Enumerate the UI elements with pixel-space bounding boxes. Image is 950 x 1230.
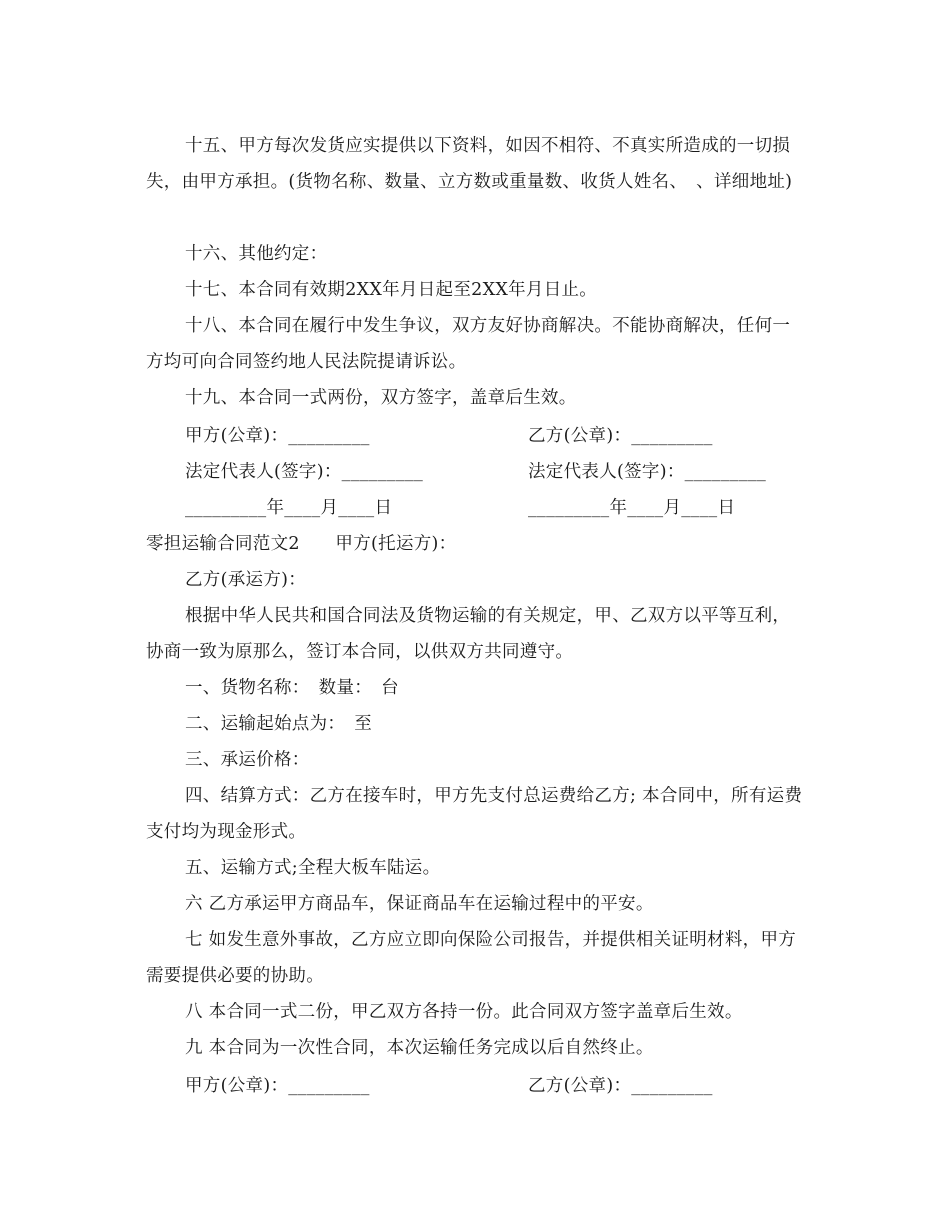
contract2-title: 零担运输合同范文2 甲方(托运方)： [146, 534, 457, 554]
clause-19: 十九、本合同一式两份，双方签字，盖章后生效。 [185, 388, 577, 408]
contract2-party-b: 乙方(承运方)： [185, 570, 307, 590]
contract2-item-5: 五、运输方式;全程大板车陆运。 [185, 858, 441, 878]
clause-15: 十五、甲方每次发货应实提供以下资料，如因不相符、不真实所造成的一切损失，由甲方承担。(货物名称、数量、立方数或重量数、收货人姓名、 、详细地址) [146, 136, 793, 192]
contract2-item-8: 八 本合同一式二份，甲乙双方各持一份。此合同双方签字盖章后生效。 [185, 1002, 743, 1022]
contract2-party-a-seal-line: 甲方(公章)：_________ [185, 1076, 370, 1096]
party-a-rep-line: 法定代表人(签字)：_________ [185, 462, 424, 482]
party-a-seal-line: 甲方(公章)：_________ [185, 426, 370, 446]
party-b-seal-line: 乙方(公章)：_________ [528, 426, 713, 446]
clause-18: 十八、本合同在履行中发生争议，双方友好协商解决。不能协商解决，任何一方均可向合同签约地人民法院提请诉讼。 [146, 316, 791, 372]
contract2-party-b-seal-line: 乙方(公章)：_________ [528, 1076, 713, 1096]
contract2-item-1: 一、货物名称： 数量： 台 [185, 678, 399, 698]
clause-17: 十七、本合同有效期2XX年月日起至2XX年月日止。 [185, 280, 598, 300]
contract2-item-6: 六 乙方承运甲方商品车，保证商品车在运输过程中的平安。 [185, 894, 654, 914]
party-b-rep-line: 法定代表人(签字)：_________ [528, 462, 767, 482]
contract2-item-9: 九 本合同为一次性合同，本次运输任务完成以后自然终止。 [185, 1038, 654, 1058]
contract2-item-3: 三、承运价格： [185, 750, 310, 770]
clause-16: 十六、其他约定： [185, 244, 328, 264]
party-a-date-line: _________年____月____日 [185, 498, 393, 518]
party-b-date-line: _________年____月____日 [528, 498, 736, 518]
contract2-item-4: 四、结算方式：乙方在接车时，甲方先支付总运费给乙方; 本合同中，所有运费支付均为现金形式。 [146, 786, 803, 842]
contract2-intro: 根据中华人民共和国合同法及货物运输的有关规定，甲、乙双方以平等互利，协商一致为原那么，签订本合同，以供双方共同遵守。 [146, 606, 791, 662]
contract2-item-7: 七 如发生意外事故，乙方应立即向保险公司报告，并提供相关证明材料，甲方需要提供必要的协助。 [146, 930, 797, 986]
contract2-item-2: 二、运输起始点为： 至 [185, 714, 373, 734]
